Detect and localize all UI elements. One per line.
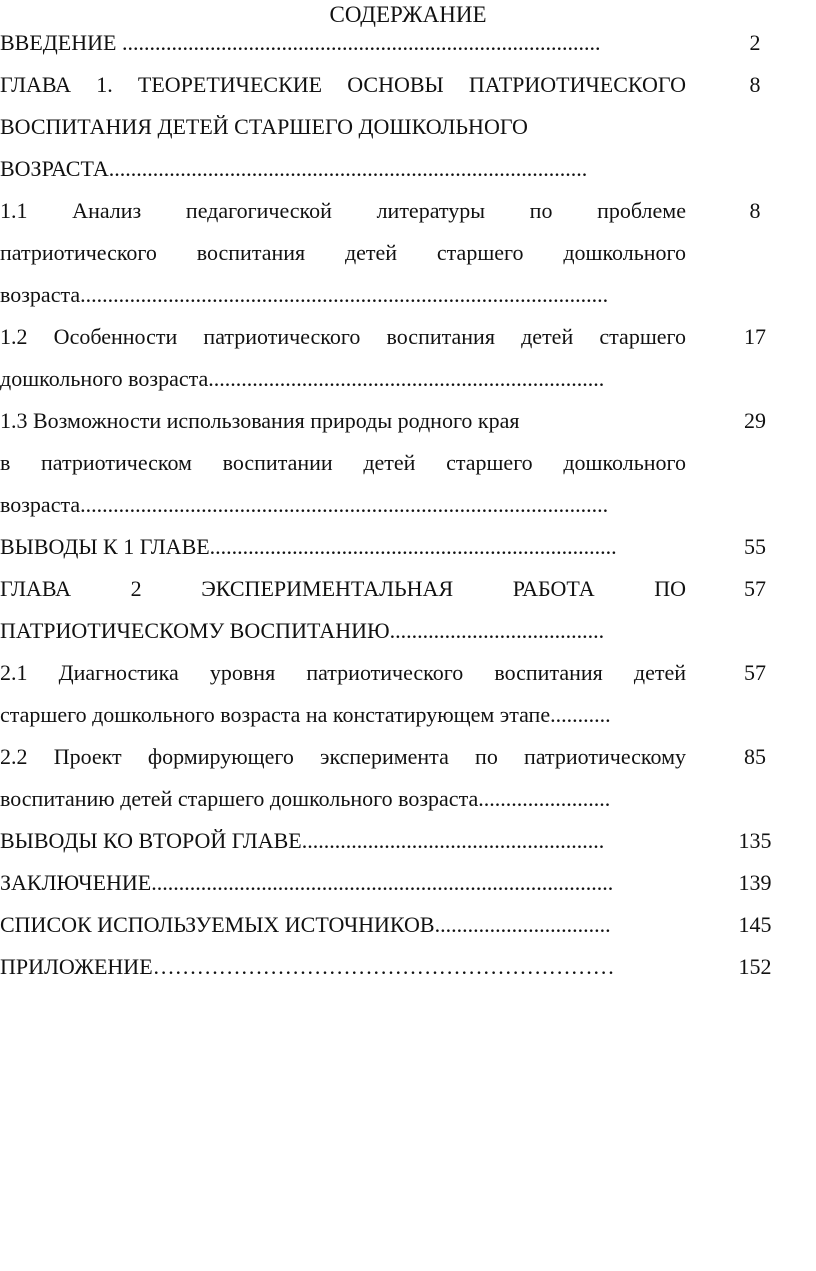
toc-entry-text: 1.3 Возможности использования природы родного края bbox=[0, 408, 520, 433]
toc-page-number: 2 bbox=[749, 30, 761, 55]
toc-entry-text: ВЫВОДЫ КО ВТОРОЙ ГЛАВЕ....................................................... bbox=[0, 828, 605, 853]
toc-entry-text: патриотического воспитания детей старшего дошкольного bbox=[0, 240, 686, 265]
toc-entry-text: ВЫВОДЫ К 1 ГЛАВЕ.......................................................................... bbox=[0, 534, 617, 559]
toc-entry-text: 1.2 Особенности патриотического воспитания детей старшего bbox=[0, 324, 686, 349]
toc-page-number: 55 bbox=[744, 534, 766, 559]
toc-entry-text: 1.1 Анализ педагогической литературы по проблеме bbox=[0, 198, 686, 223]
toc-entry-text: в патриотическом воспитании детей старшего дошкольного bbox=[0, 450, 686, 475]
toc-page-number: 145 bbox=[738, 912, 772, 937]
toc-entry-text: ГЛАВА 1. ТЕОРЕТИЧЕСКИЕ ОСНОВЫ ПАТРИОТИЧЕСКОГО bbox=[0, 72, 686, 97]
toc-entry-text: СПИСОК ИСПОЛЬЗУЕМЫХ ИСТОЧНИКОВ................................ bbox=[0, 912, 611, 937]
toc-page-number: 85 bbox=[744, 744, 766, 769]
toc-page-number: 8 bbox=[749, 72, 761, 97]
toc-page-number: 17 bbox=[744, 324, 766, 349]
toc-page-number: 152 bbox=[738, 954, 772, 979]
toc-entry-text: воспитанию детей старшего дошкольного возраста........................ bbox=[0, 786, 611, 811]
toc-entry-text: 2.2 Проект формирующего эксперимента по патриотическому bbox=[0, 744, 686, 769]
toc-entry-text: возраста................................................................................................ bbox=[0, 492, 609, 517]
toc-entry-text: старшего дошкольного возраста на констатирующем этапе........... bbox=[0, 702, 611, 727]
toc-page-number: 8 bbox=[749, 198, 761, 223]
toc-page-number: 57 bbox=[744, 660, 766, 685]
toc-page-number: 135 bbox=[738, 828, 772, 853]
toc-entry-text: ПРИЛОЖЕНИЕ……………………………………………………… bbox=[0, 954, 615, 979]
toc-entry-text: ВОСПИТАНИЯ ДЕТЕЙ СТАРШЕГО ДОШКОЛЬНОГО bbox=[0, 114, 528, 139]
toc-entry-text: дошкольного возраста........................................................................ bbox=[0, 366, 605, 391]
toc-entry-text: ГЛАВА 2 ЭКСПЕРИМЕНТАЛЬНАЯ РАБОТА ПО bbox=[0, 576, 686, 601]
toc-entry-text: ПАТРИОТИЧЕСКОМУ ВОСПИТАНИЮ....................................... bbox=[0, 618, 605, 643]
toc-entry-text: ВОЗРАСТА....................................................................................... bbox=[0, 156, 588, 181]
toc-page-number: 29 bbox=[744, 408, 766, 433]
toc-entry-text: ЗАКЛЮЧЕНИЕ.................................................................................... bbox=[0, 870, 614, 895]
toc-entry-text: ВВЕДЕНИЕ ....................................................................................... bbox=[0, 30, 601, 55]
toc-page-number: 57 bbox=[744, 576, 766, 601]
toc-entry-text: 2.1 Диагностика уровня патриотического воспитания детей bbox=[0, 660, 686, 685]
toc-entry-text: возраста................................................................................................ bbox=[0, 282, 609, 307]
document-title: СОДЕРЖАНИЕ bbox=[329, 2, 487, 27]
toc-page-number: 139 bbox=[738, 870, 772, 895]
